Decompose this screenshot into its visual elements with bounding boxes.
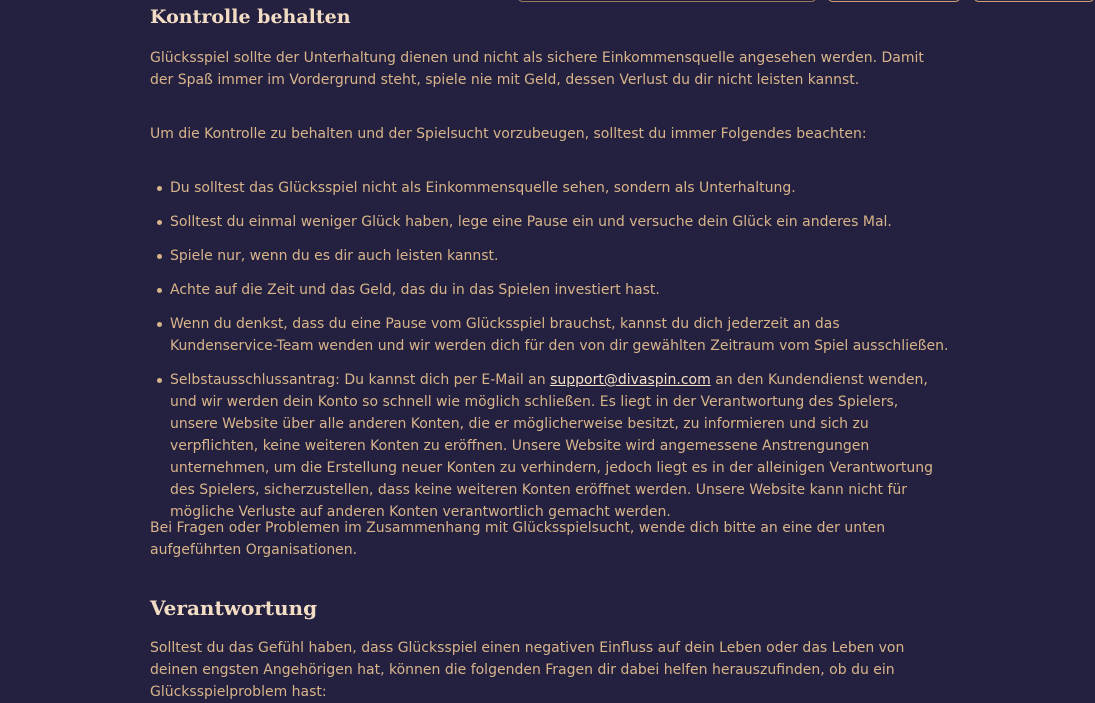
header-login-button[interactable]	[827, 0, 961, 2]
list-item: Du solltest das Glücksspiel nicht als Einkommensquelle sehen, sondern als Unterhaltung.	[150, 177, 950, 199]
list-item-self-exclusion	[150, 369, 950, 523]
section-heading-kontrolle: Kontrolle behalten	[150, 6, 351, 28]
header-register-button[interactable]	[973, 0, 1095, 2]
header-search-field[interactable]	[517, 0, 817, 2]
kontrolle-outro-text: Bei Fragen oder Problemen im Zusammenhang mit Glücksspielsucht, wende dich bitte an eine der unten aufgeführten Organisationen.	[150, 520, 886, 558]
list-item: Achte auf die Zeit und das Geld, das du in das Spielen investiert hast.	[150, 279, 950, 301]
kontrolle-tips-list	[150, 177, 950, 535]
verantwortung-intro-text: Solltest du das Gefühl haben, dass Glücksspiel einen negativen Einfluss auf dein Leben oder das Leben von deinen engsten Angehörigen hat, können die folgenden Fragen dir dabei helfen herauszufinden, ob du ein Glücksspielproblem hast:	[150, 640, 905, 700]
self-exclusion-suffix: an den Kundendienst wenden, und wir werden dein Konto so schnell wie möglich schließen. Es liegt in der Verantwortung des Spielers, unsere Website über alle anderen Konten, die er möglicherweise besitzt, zu informieren und sich zu verpflichten, keine weiteren Konten zu eröffnen. Unsere Website wird angemessene Anstrengungen unternehmen, um die Erstellung neuer Konten zu verhindern, jedoch liegt es in der alleinigen Verantwortung des Spielers, sicherzustellen, dass keine weiteren Konten eröffnet werden. Unsere Website kann nicht für mögliche Verluste auf anderen Konten verantwortlich gemacht werden.	[170, 372, 934, 520]
list-item: Wenn du denkst, dass du eine Pause vom Glücksspiel brauchst, kannst du dich jederzeit an das Kundenservice-Team wenden und wir werden dich für den von dir gewählten Zeitraum vom Spiel ausschließen.	[150, 313, 950, 357]
section-heading-verantwortung: Verantwortung	[150, 596, 318, 620]
list-item: Spiele nur, wenn du es dir auch leisten kannst.	[150, 245, 950, 267]
kontrolle-lead-text: Um die Kontrolle zu behalten und der Spielsucht vorzubeugen, solltest du immer Folgendes beachten:	[150, 126, 867, 142]
kontrolle-intro-text: Glücksspiel sollte der Unterhaltung dienen und nicht als sichere Einkommensquelle angesehen werden. Damit der Spaß immer im Vordergrund steht, spiele nie mit Geld, dessen Verlust du dir nicht leisten kannst.	[150, 50, 924, 88]
support-email-link[interactable]: support@divaspin.com	[550, 372, 711, 388]
list-item: Solltest du einmal weniger Glück haben, lege eine Pause ein und versuche dein Glück ein anderes Mal.	[150, 211, 950, 233]
self-exclusion-prefix: Selbstausschlussantrag: Du kannst dich per E-Mail an	[170, 372, 551, 388]
